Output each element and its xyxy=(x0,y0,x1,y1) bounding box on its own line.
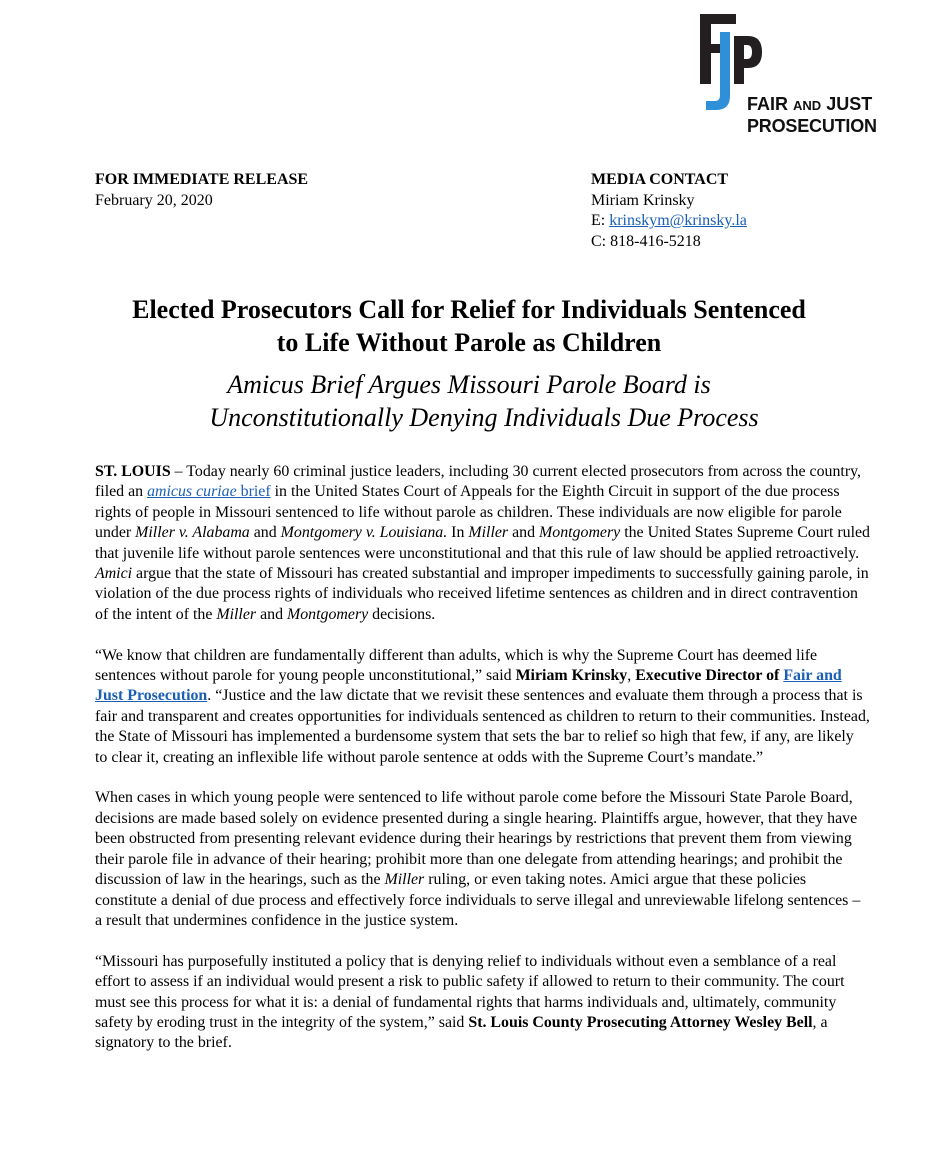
logo-word-just: JUST xyxy=(826,94,873,114)
amici-term: Amici xyxy=(95,565,133,583)
release-date: February 20, 2020 xyxy=(95,191,213,209)
case-montgomery-v-louisiana: Montgomery v. Louisiana. xyxy=(280,524,448,542)
logo-word-prosecution: PROSECUTION xyxy=(747,116,877,136)
p1-text-4: In xyxy=(447,524,469,542)
title-line-1: Elected Prosecutors Call for Relief for Individuals Sentenced xyxy=(132,295,806,324)
contact-name: Miriam Krinsky xyxy=(591,191,695,209)
paragraph-2 xyxy=(95,646,870,768)
media-contact xyxy=(591,170,747,252)
subtitle-line-1: Amicus Brief Argues Missouri Parole Board is xyxy=(227,370,711,399)
amicus-link-plain: brief xyxy=(236,483,271,501)
paragraph-4 xyxy=(95,952,870,1054)
media-contact-label: MEDIA CONTACT xyxy=(591,171,729,188)
fjp-org-link-text: Fair and Just Prosecution xyxy=(95,667,842,705)
p2-text-1: “We know that children are fundamentally different than adults, which is why the Supreme Court has deemed life sentences without parole for young people unconstitutional,” said xyxy=(95,646,818,685)
press-release-subtitle xyxy=(40,368,898,434)
p4-text-2: , a signatory to the brief. xyxy=(95,1013,828,1052)
speaker-title: Executive Director of xyxy=(635,667,784,685)
email-prefix: E: xyxy=(591,212,610,229)
p3-text-2: ruling, or even taking notes. Amici argue that these policies constitute a denial of due process and effectively force individuals to serve illegal and unreviewable lifelong sentences – a result that undermines confidence in the justice system. xyxy=(95,871,861,929)
release-label: FOR IMMEDIATE RELEASE xyxy=(95,171,309,188)
p1-text-1: – Today nearly 60 criminal justice leaders, including 30 current elected prosecutors from across the country, filed an xyxy=(95,463,862,501)
p2-text-3: . “Justice and the law dictate that we revisit these sentences and evaluate them through a process that is fair and transparent and creates opportunities for individuals sentenced as children to return to their communities. Instead, the State of Missouri has implemented a burdensome system that sets the bar to relief so high that few, if any, are likely to clear it, creating an inflexible life without parole sentence at odds with the Supreme Court’s mandate.” xyxy=(95,687,870,766)
logo-word-and: AND xyxy=(793,98,822,113)
case-miller-v-alabama: Miller v. Alabama xyxy=(135,524,250,542)
p1-text-6: the United States Supreme Court ruled that juvenile life without parole sentences were unconstitutional and that this rule of law should be applied retroactively. xyxy=(95,524,871,562)
p1-text-5: and xyxy=(508,524,540,542)
p1-text-7: argue that the state of Missouri has created substantial and improper impediments to successfully gaining parole, in violation of the due process rights of individuals who received lifetime sentences as children and in direct contravention of the intent of the xyxy=(95,565,869,623)
speaker-krinsky: Miriam Krinsky xyxy=(515,667,628,685)
case-montgomery-2: Montgomery xyxy=(286,605,369,623)
title-line-2: to Life Without Parole as Children xyxy=(276,328,662,357)
fjp-logo xyxy=(700,14,900,134)
dateline: ST. LOUIS xyxy=(95,463,171,480)
paragraph-1 xyxy=(95,462,870,625)
contact-email-line xyxy=(591,211,747,232)
press-release-title xyxy=(40,293,898,359)
logo-wordmark xyxy=(747,94,877,137)
speaker-bell: St. Louis County Prosecuting Attorney Wesley Bell xyxy=(468,1013,813,1031)
p1-text-2: in the United States Court of Appeals for the Eighth Circuit in support of the due process rights of people in Missouri sentenced to life without parole as children. These individuals are now eligible for parole under xyxy=(95,483,842,542)
release-info xyxy=(95,170,308,211)
press-release-body xyxy=(95,462,870,1074)
p4-text-1: “Missouri has purposefully instituted a policy that is denying relief to individuals without even a semblance of a real effort to assess if an individual would present a risk to public safety if allowed to return to their community. The court must see this process for what it is: a denial of fundamental rights that harms individuals and, ultimately, community safety by eroding trust in the integrity of the system,” said xyxy=(95,952,845,1031)
contact-email-link[interactable]: krinskym@krinsky.la xyxy=(609,212,747,229)
case-miller-3: Miller xyxy=(384,871,425,889)
amicus-brief-link[interactable] xyxy=(147,483,271,500)
case-miller: Miller xyxy=(468,524,509,542)
p2-text-2: , xyxy=(627,667,636,685)
p1-text-9: decisions. xyxy=(368,605,436,623)
amicus-link-italic: amicus curiae xyxy=(147,483,237,501)
p1-text-3: and xyxy=(249,524,281,542)
case-montgomery: Montgomery xyxy=(539,524,621,542)
p1-text-8: and xyxy=(256,605,287,623)
contact-phone: C: 818-416-5218 xyxy=(591,232,701,250)
case-miller-2: Miller xyxy=(216,605,257,623)
p3-text-1: When cases in which young people were sentenced to life without parole come before the Missouri State Parole Board, decisions are made based solely on evidence presented during a single hearing. Plaintiffs argue, however, that they have been obstructed from presenting relevant evidence during their hearings by restrictions that prevent them from viewing their parole file in advance of their hearing; prohibit more than one delegate from attending hearings; and prohibit the discussion of law in the hearings, such as the xyxy=(95,789,858,889)
logo-word-fair: FAIR xyxy=(747,94,789,114)
paragraph-3 xyxy=(95,788,870,931)
subtitle-line-2: Unconstitutionally Denying Individuals Due Process xyxy=(209,403,759,432)
